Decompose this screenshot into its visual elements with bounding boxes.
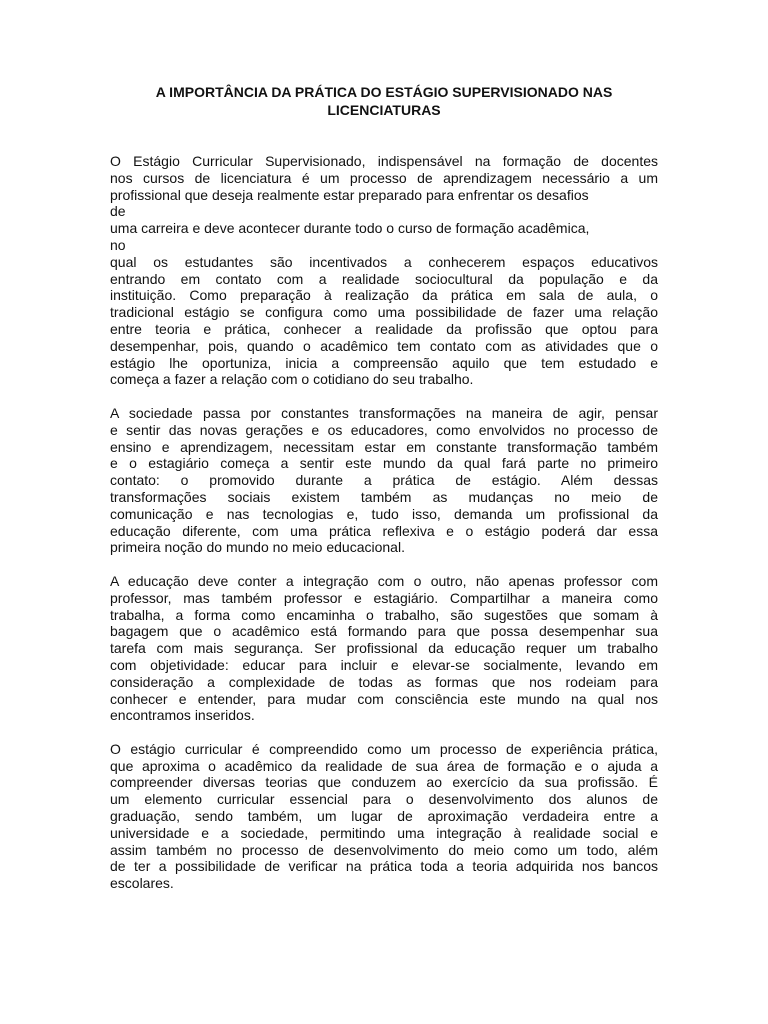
text-line: nos cursos de licenciatura é um processo de aprendizagem necessário a um	[110, 169, 658, 186]
text-line: graduação, sendo também, um lugar de aproximação verdadeira entre a	[110, 808, 658, 825]
text-line: tradicional estágio se configura como uma possibilidade de fazer uma relação	[110, 304, 658, 321]
text-line: O estágio curricular é compreendido como um processo de experiência prática,	[110, 740, 658, 757]
text-line: qual os estudantes são incentivados a conhecerem espaços educativos	[110, 253, 658, 270]
text-line: entrando em contato com a realidade sociocultural da população e da	[110, 270, 658, 287]
paragraph	[110, 153, 658, 388]
text-line: e o estagiário começa a sentir este mundo da qual fará parte no primeiro	[110, 455, 658, 472]
text-line: começa a fazer a relação com o cotidiano do seu trabalho.	[110, 371, 474, 388]
document-page	[110, 83, 658, 909]
text-line: compreender diversas teorias que conduzem ao exercício da sua profissão. É	[110, 774, 658, 791]
text-line: transformações sociais existem também as mudanças no meio de	[110, 488, 658, 505]
text-line: conhecer e entender, para mudar com consciência este mundo na qual nos	[110, 690, 658, 707]
text-line: encontramos inseridos.	[110, 707, 255, 724]
text-line: tarefa com mais segurança. Ser profissional da educação requer um trabalho	[110, 640, 658, 657]
paragraph	[110, 573, 658, 724]
text-line: A sociedade passa por constantes transformações na maneira de agir, pensar	[110, 404, 658, 421]
text-line: primeira noção do mundo no meio educacional.	[110, 539, 405, 556]
text-line: bagagem que o acadêmico está formando para que possa desempenhar sua	[110, 623, 658, 640]
text-line: ensino e aprendizagem, necessitam estar em constante transformação também	[110, 438, 658, 455]
text-line: professor, mas também professor e estagiário. Compartilhar a maneira como	[110, 589, 658, 606]
document-body	[110, 153, 658, 892]
text-line: entre teoria e prática, conhecer a realidade da profissão que optou para	[110, 320, 658, 337]
paragraph	[110, 741, 658, 892]
title-line: A IMPORTÂNCIA DA PRÁTICA DO ESTÁGIO SUPERVISIONADO NAS	[155, 84, 613, 100]
text-line: trabalha, a forma como encaminha o trabalho, são sugestões que somam à	[110, 606, 658, 623]
text-line: desempenhar, pois, quando o acadêmico tem contato com as atividades que o	[110, 337, 658, 354]
text-line: educação diferente, com uma prática reflexiva e o estágio poderá dar essa	[110, 522, 658, 539]
text-line: comunicação e nas tecnologias e, tudo isso, demanda um profissional da	[110, 505, 658, 522]
text-line: instituição. Como preparação à realização da prática em sala de aula, o	[110, 287, 658, 304]
text-line: de	[110, 203, 126, 220]
text-line: universidade e a sociedade, permitindo uma integração à realidade social e	[110, 824, 658, 841]
text-line: estágio lhe oportuniza, inicia a compreensão aquilo que tem estudado e	[110, 354, 658, 371]
text-line: contato: o promovido durante a prática de estágio. Além dessas	[110, 472, 658, 489]
text-line: uma carreira e deve acontecer durante todo o curso de formação acadêmica,	[110, 220, 590, 237]
text-line: com objetividade: educar para incluir e elevar-se socialmente, levando em	[110, 656, 658, 673]
paragraph	[110, 405, 658, 556]
text-line: e sentir das novas gerações e os educadores, como envolvidos no processo de	[110, 421, 658, 438]
text-line: assim também no processo de desenvolvimento do meio como um todo, além	[110, 841, 658, 858]
text-line: O Estágio Curricular Supervisionado, indispensável na formação de docentes	[110, 153, 658, 169]
text-line: que aproxima o acadêmico da realidade de sua área de formação e o ajuda a	[110, 757, 658, 774]
text-line: escolares.	[110, 875, 174, 892]
title-line: LICENCIATURAS	[327, 102, 441, 118]
text-line: de ter a possibilidade de verificar na prática toda a teoria adquirida nos bancos	[110, 858, 658, 875]
text-line: no	[110, 236, 126, 253]
text-line: consideração a complexidade de todas as formas que nos rodeiam para	[110, 673, 658, 690]
text-line: profissional que deseja realmente estar preparado para enfrentar os desafios	[110, 186, 589, 203]
document-title	[110, 83, 658, 119]
text-line: um elemento curricular essencial para o desenvolvimento dos alunos de	[110, 791, 658, 808]
text-line: A educação deve conter a integração com o outro, não apenas professor com	[110, 572, 658, 589]
